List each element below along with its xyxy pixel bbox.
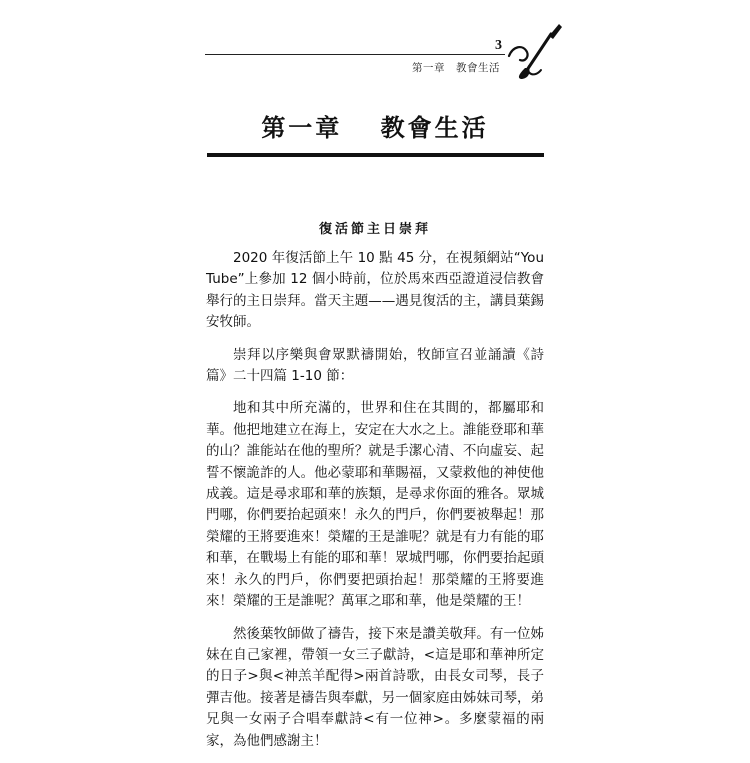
chapter-title: 第一章 教會生活	[261, 114, 489, 142]
body-text	[206, 248, 544, 763]
ink-brush-icon	[505, 22, 565, 80]
paragraph-praise: 然後葉牧師做了禱告，接下來是讚美敬拜。有一位姊妹在自己家裡，帶領一女三子獻詩，<這是耶和華神所定的日子>與<神羔羊配得>兩首詩歌，由長女司琴，長子彈吉他。接著是禱告與奉獻，另一個家庭由姊妹司琴，弟兄與一女兩子合唱奉獻詩<有一位神>。多麼蒙福的兩家，為他們感謝主！	[206, 625, 544, 749]
paragraph-intro: 2020 年復活節上午 10 點 45 分，在視頻網站“YouTube”上參加 12 個小時前，位於馬來西亞證道浸信教會舉行的主日崇拜。當天主題——遇見復活的主，講員葉錫安牧師。	[206, 250, 544, 331]
title-rule	[207, 153, 544, 157]
running-chapter-label: 第一章 教會生活	[412, 62, 500, 74]
section-title: 復活節主日崇拜	[318, 222, 431, 237]
paragraph-psalm-quote: 地和其中所充滿的，世界和住在其間的，都屬耶和華。他把地建立在海上，安定在大水之上。誰能登耶和華的山？誰能站在他的聖所？就是手潔心清、不向虛妄、起誓不懷詭詐的人。他必蒙耶和華賜福，又蒙救他的神使他成義。這是尋求耶和華的族類，是尋求你面的雅各。眾城門哪，你們要抬起頭來！永久的門戶，你們要被舉起！那榮耀的王將要進來！榮耀的王是誰呢？就是有力有能的耶和華，在戰場上有能的耶和華！眾城門哪，你們要抬起頭來！永久的門戶，你們要把頭抬起！那榮耀的王將要進來！榮耀的王是誰呢？萬軍之耶和華，他是榮耀的王！	[206, 400, 544, 610]
running-header	[205, 38, 518, 78]
header-rule	[205, 54, 505, 55]
paragraph-worship-start: 崇拜以序樂與會眾默禱開始，牧師宣召並誦讀《詩篇》二十四篇 1-10 節：	[206, 346, 544, 385]
page-number: 3	[495, 38, 502, 53]
